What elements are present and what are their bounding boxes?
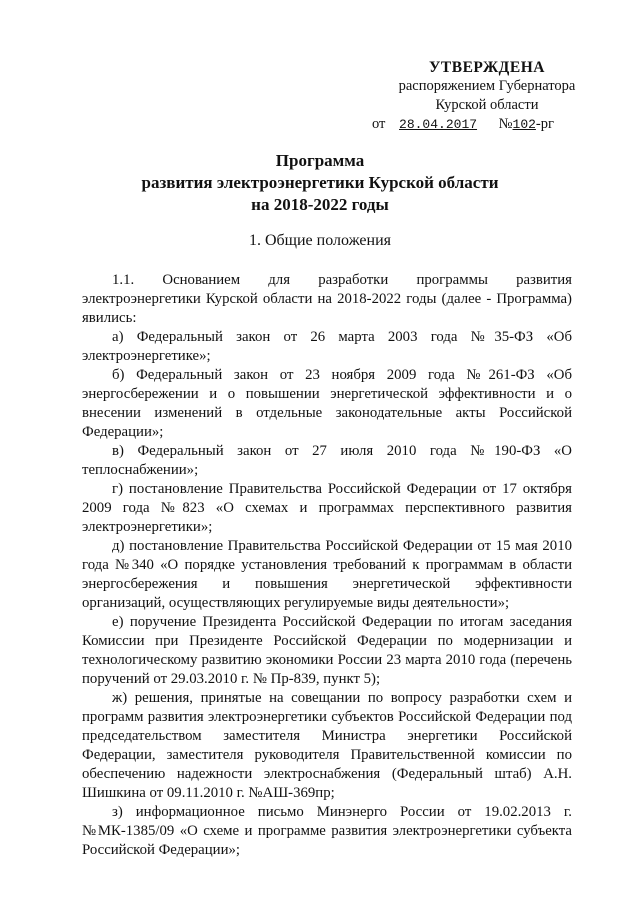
paragraph-d: д) постановление Правительства Российской Федерации от 15 мая 2010 года №340 «О порядке установления требований к программам в области энергосбережения и повышения энергетической эффективности организаций, осуществляющих регулируемые виды деятельности»;: [82, 538, 572, 611]
paragraph-zh: ж) решения, принятые на совещании по вопросу разработки схем и программ развития электроэнергетики субъектов Российской Федерации под председательством заместителя Министра энергетики Российской Федерации, заместителя руководителя Правительственной комиссии по обеспечению надежности электроснабжения (Федеральный штаб) А.Н. Шишкина от 09.11.2010 г. №АШ-369пр;: [82, 690, 572, 801]
paragraph-z: з) информационное письмо Минэнерго России от 19.02.2013 г. №МК-1385/09 «О схеме и программе развития электроэнергетики субъекта Российской Федерации»;: [82, 804, 572, 858]
approval-stamp: [372, 58, 602, 134]
date-value: 28.04.2017: [399, 117, 478, 132]
number-value: 102: [512, 117, 536, 132]
paragraph-v: в) Федеральный закон от 27 июля 2010 года №190-ФЗ «О теплоснабжении»;: [82, 443, 572, 478]
number-prefix: №: [498, 116, 513, 132]
date-prefix: от: [372, 116, 386, 132]
approval-line-1: распоряжением Губернатора: [398, 78, 576, 94]
title-line-1: Программа: [275, 151, 365, 170]
approval-date-line: [372, 115, 602, 134]
paragraph-b: б) Федеральный закон от 23 ноября 2009 года №261-ФЗ «Об энергосбережении и о повышении энергетической эффективности и о внесении изменений в отдельные законодательные акты Российской Федерации»;: [82, 367, 572, 440]
paragraph-g: г) постановление Правительства Российской Федерации от 17 октября 2009 года №823 «О схемах и программах перспективного развития электроэнергетики»;: [82, 481, 572, 535]
title-line-3: на 2018-2022 годы: [251, 195, 389, 214]
section-heading: 1. Общие положения: [248, 232, 392, 249]
paragraph-e: е) поручение Президента Российской Федерации по итогам заседания Комиссии при Президенте Российской Федерации по модернизации и технологическому развитию экономики России 23 марта 2010 года (перечень поручений от 29.03.2010 г. № Пр-839, пункт 5);: [82, 614, 572, 687]
approval-line-2: Курской области: [435, 97, 539, 113]
title-line-2: развития электроэнергетики Курской области: [141, 173, 499, 192]
document-body: [82, 271, 572, 860]
paragraph-a: а) Федеральный закон от 26 марта 2003 года №35-ФЗ «Об электроэнергетике»;: [82, 329, 572, 364]
number-suffix: -рг: [535, 116, 554, 132]
paragraph-1-1: 1.1. Основанием для разработки программы развития электроэнергетики Курской области на 2018-2022 годы (далее - Программа) явились:: [82, 272, 572, 326]
approval-title: УТВЕРЖДЕНА: [429, 59, 545, 76]
document-title: [60, 150, 580, 216]
